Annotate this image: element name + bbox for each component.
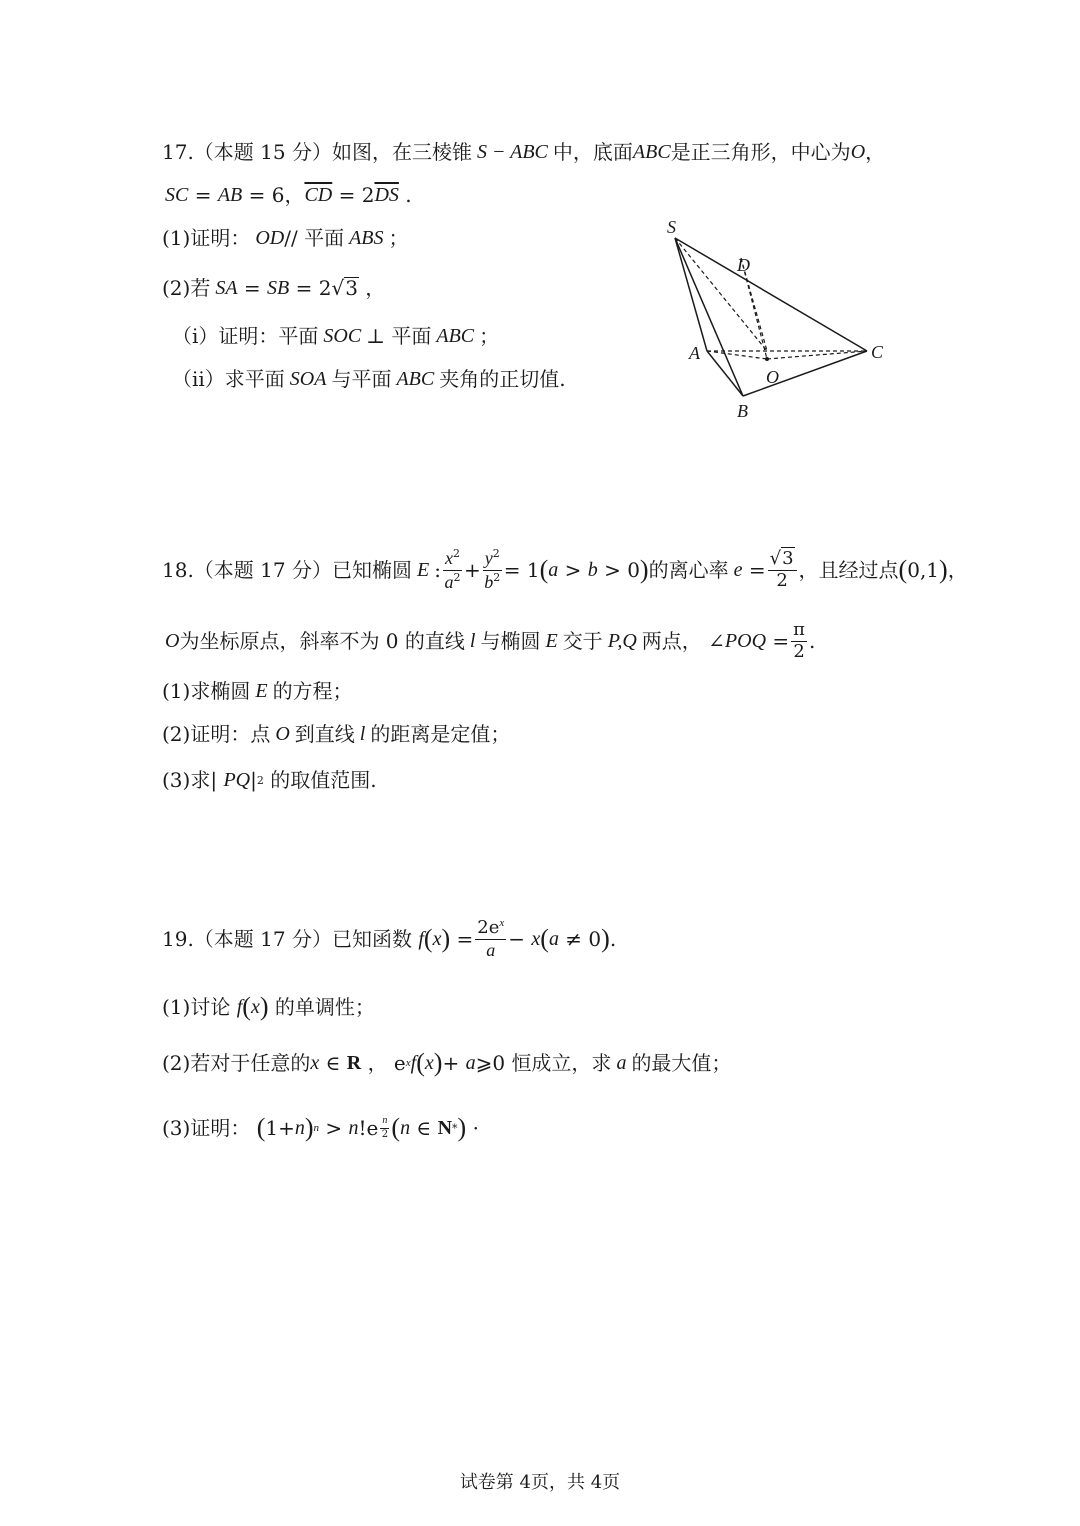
point-O-dot [765,357,769,361]
page-footer: 试卷第 4页，共 4页 [459,1472,621,1493]
label-O: O [766,367,779,387]
edge-BC [743,351,867,396]
q17-line-2: SC = AB = 6 ， $\overline{CD}$ = 2 $\overline{DS}$ . [165,183,412,207]
segment-OC [767,351,867,359]
edge-SC [675,238,867,351]
q17-line-1: 17.（本题 15 分）如图，在三棱锥 S − ABC 中，底面 ABC 是正三角形，中心为 O ， [162,140,886,164]
label-B: B [737,401,748,421]
q17-part-2-i: （i）证明：平面 SOC ⊥ 平面 ABC ； [172,324,500,348]
q18-part-1: (1)求椭圆 E 的方程； [162,679,353,703]
q17-part-2-ii: （ii）求平面 SOA 与平面 ABC 夹角的正切值. [172,367,566,391]
q19-part-1: (1)讨论 f ( x ) 的单调性； [162,992,375,1021]
label-A: A [689,343,700,363]
q17-part-1: (1)证明： OD // 平面 ABS ； [162,226,409,250]
label-C: C [871,342,884,362]
q18-part-3: (3)求 | PQ | 2 的取值范围. [162,768,377,792]
segment-SO [675,238,767,351]
q19-part-3: (3)证明： ( 1+ n ) n > n !e $\frac{n}{2}$ ( n ∈ N * ) · [162,1113,479,1142]
label-S: S [667,217,676,237]
q19-line-1: 19.（本题 17 分）已知函数 f ( x ) = $\frac{2e^x}{a}$ − x ( a ≠ 0 ) . [162,917,617,960]
q17-part-2: (2)若 SA = SB = 2√ 3 ， [162,275,386,300]
edge-AB [707,351,743,396]
pyramid-figure [655,213,895,428]
q19-part-2: (2)若对于任意的 x ∈ R ， e x f ( x ) + a ⩾0 恒成立，求 a 的最大值； [162,1048,732,1077]
edge-SA [675,238,707,351]
q18-part-2: (2)证明：点 O 到直线 l 的距离是定值； [162,722,511,746]
q18-line-1: 18.（本题 17 分）已知椭圆 E : $\frac{x^2}{a^2}$ + $\frac{y^2}{b^2}$ = 1 ( a > b > 0 ) 的离心率 e = $\frac{√3}{2}$ ，且经过点 ( 0,1 ) ， [162,546,968,592]
edge-SB [675,238,743,396]
segment-AO [707,351,767,359]
label-D: D [737,255,750,275]
q18-line-2: O 为坐标原点，斜率不为 0 的直线 l 与椭圆 E 交于 P,Q 两点， ∠ POQ = $\frac{\pi}{2}$ . [165,618,816,662]
